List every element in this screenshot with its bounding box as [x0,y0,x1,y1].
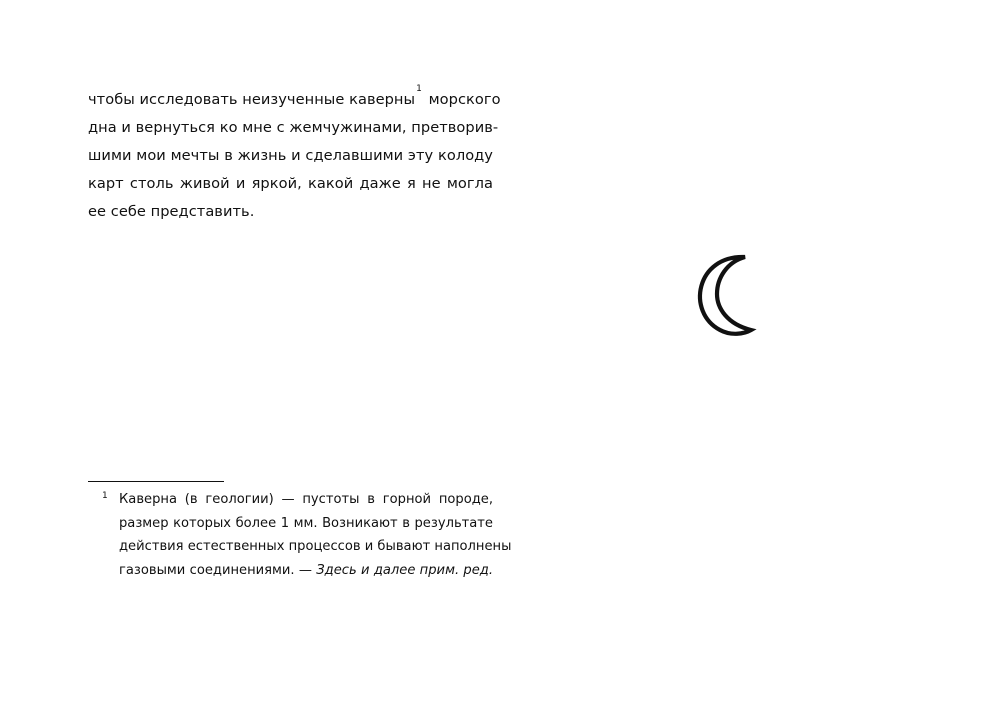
body-line: дна и вернуться ко мне с жемчужинами, претворив- [88,118,499,136]
footnote-line: Каверна (в геологии) — пустоты в горной породе, [119,492,493,507]
body-line: карт столь живой и яркой, какой даже я не могла [88,174,493,192]
body-paragraph [88,82,501,226]
crescent-moon-icon [684,250,760,338]
body-line [88,82,501,114]
footnote-line [119,559,493,583]
body-line-text: чтобы исследовать неизученные каверны [88,90,416,108]
footnote-text [119,488,512,582]
footnote-number: 1 [102,491,108,501]
footnote-line: размер которых более 1 мм. Возникают в результате [119,515,493,531]
footnote-line-text: газовыми соединениями. — [119,562,312,578]
body-line: ее себе представить. [88,202,255,220]
footnote [88,488,512,582]
body-line-text: морского [428,90,501,108]
footnote-reference[interactable]: 1 [416,84,422,94]
crescent-moon-shape [700,257,751,334]
editor-note: Здесь и далее прим. ред. [316,562,493,578]
body-line: шими мои мечты в жизнь и сделавшими эту колоду [88,146,493,164]
footnote-line: действия естественных процессов и бывают наполнены [119,539,512,554]
footnote-divider [88,481,224,482]
